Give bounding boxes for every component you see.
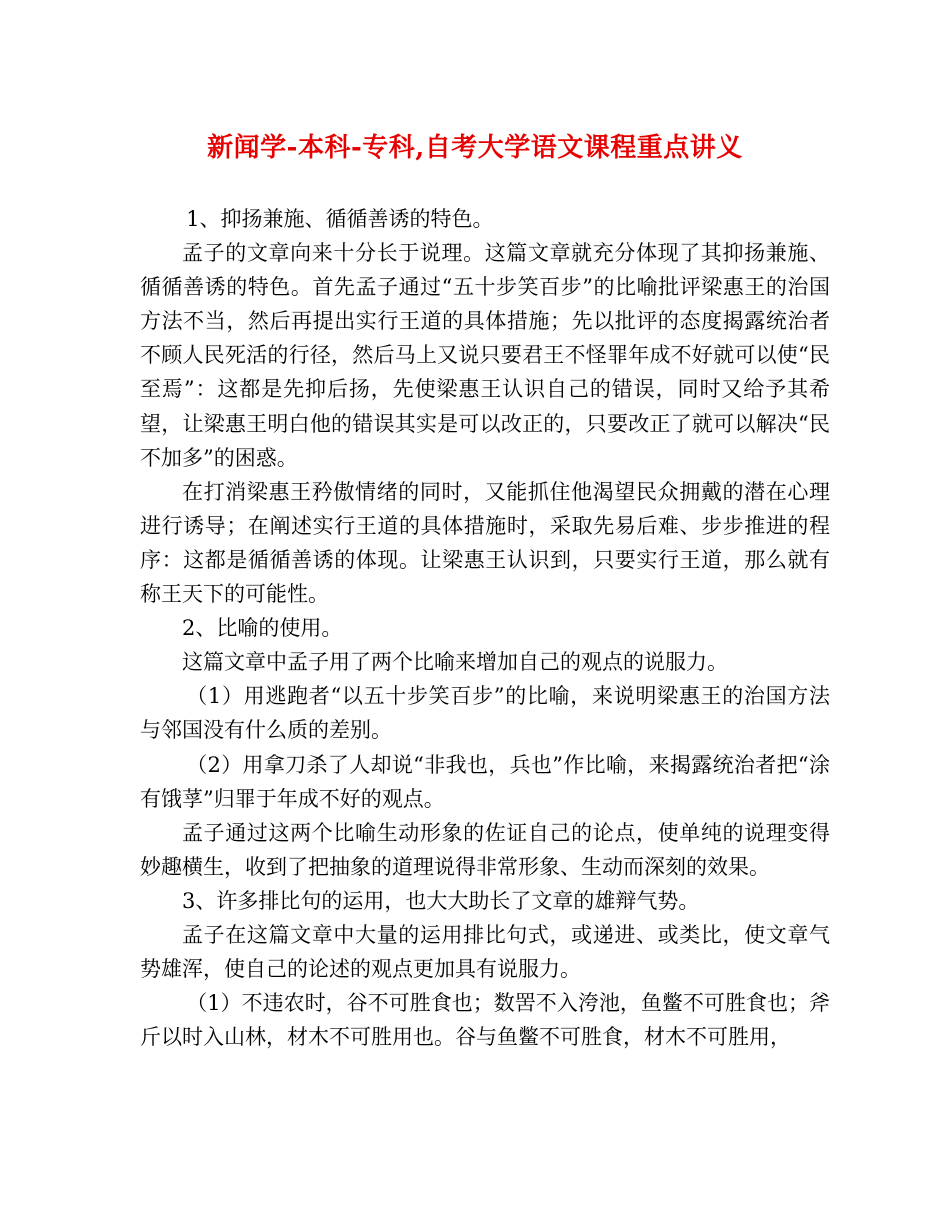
section-heading-2: 2、比喻的使用。 xyxy=(182,616,343,641)
list-item: （1）用逃跑者“以五十步笑百步”的比喻，来说明梁惠王的治国方法与邻国没有什么质的差别。 xyxy=(140,684,830,743)
paragraph: 在打消梁惠王矜傲情绪的同时，又能抓住他渴望民众拥戴的潜在心理进行诱导；在阐述实行王道的具体措施时，采取先易后难、步步推进的程序：这都是循循善诱的体现。让梁惠王认识到，只要实行王道，那么就有称王天下的可能性。 xyxy=(140,479,830,607)
section-heading-1: 1、抑扬兼施、循循善诱的特色。 xyxy=(186,207,494,231)
paragraph: 这篇文章中孟子用了两个比喻来增加自己的观点的说服力。 xyxy=(182,650,728,675)
document-body xyxy=(140,202,830,1054)
list-item: （2）用拿刀杀了人却说“非我也，兵也”作比喻，来揭露统治者把“涂有饿莩”归罪于年成不好的观点。 xyxy=(140,752,830,811)
list-item: （1）不违农时，谷不可胜食也；数罟不入洿池，鱼鳖不可胜食也；斧斤以时入山林，材木不可胜用也。谷与鱼鳖不可胜食，材木不可胜用， xyxy=(140,991,830,1050)
document-title: 新闻学-本科-专科,自考大学语文课程重点讲义 xyxy=(207,133,743,163)
paragraph: 孟子通过这两个比喻生动形象的佐证自己的论点，使单纯的说理变得妙趣横生，收到了把抽象的道理说得非常形象、生动而深刻的效果。 xyxy=(140,820,830,879)
section-heading-3: 3、许多排比句的运用，也大大助长了文章的雄辩气势。 xyxy=(182,888,700,913)
paragraph: 孟子在这篇文章中大量的运用排比句式，或递进、或类比，使文章气势雄浑，使自己的论述的观点更加具有说服力。 xyxy=(140,922,830,982)
paragraph: 孟子的文章向来十分长于说理。这篇文章就充分体现了其抑扬兼施、循循善诱的特色。首先孟子通过“五十步笑百步”的比喻批评梁惠王的治国方法不当，然后再提出实行王道的具体措施；先以批评的态度揭露统治者不顾人民死活的行径，然后马上又说只要君王不怪罪年成不好就可以使“民至焉”：这都是先抑后扬，先使梁惠王认识自己的错误，同时又给予其希望，让梁惠王明白他的错误其实是可以改正的，只要改正了就可以解决“民不加多”的困惑。 xyxy=(140,241,830,470)
